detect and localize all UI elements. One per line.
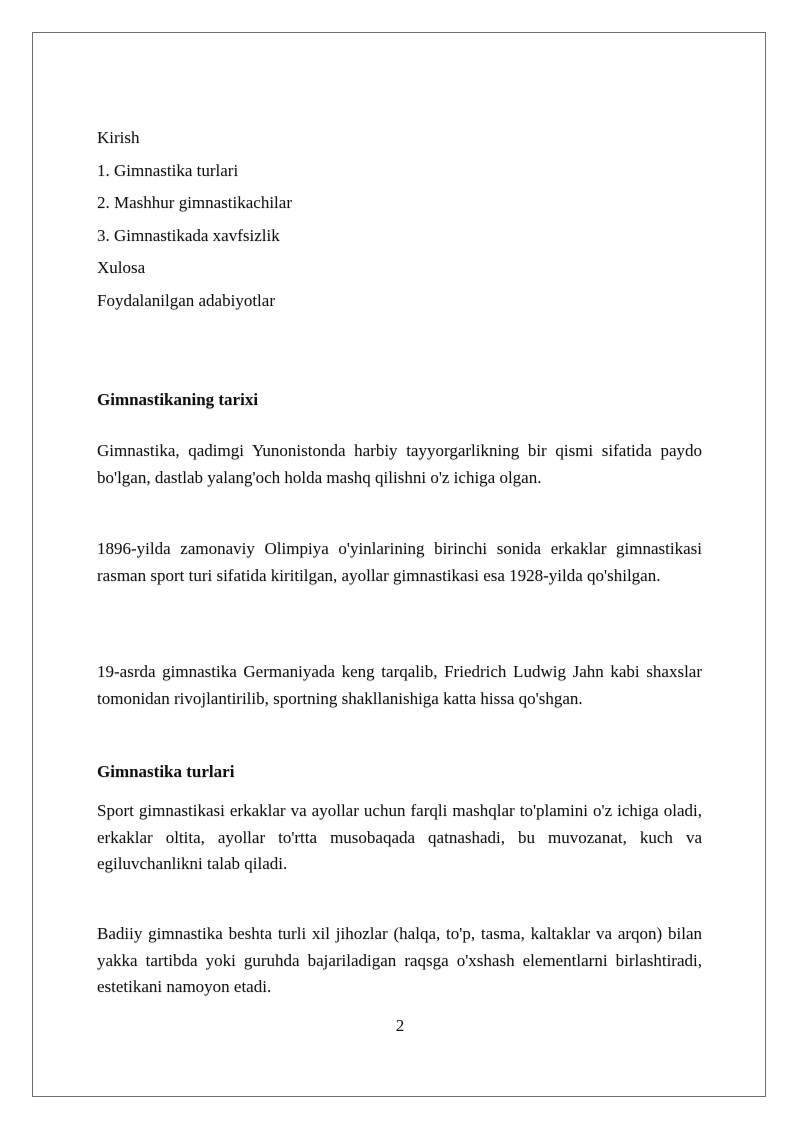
paragraph: Gimnastika, qadimgi Yunonistonda harbiy tayyorgarlikning bir qismi sifatida paydo bo'lgan, dastlab yalang'och holda mashq qilishni o'z ichiga olgan. (97, 441, 702, 487)
toc-item-safety: 3. Gimnastikada xavfsizlik (97, 225, 280, 245)
page-number: 2 (395, 1016, 405, 1035)
paragraph: 1896-yilda zamonaviy Olimpiya o'yinlarining birinchi sonida erkaklar gimnastikasi rasman sport turi sifatida kiritilgan, ayollar gimnastikasi esa 1928-yilda qo'shilgan. (97, 539, 702, 585)
toc-item-gymnastics-types: 1. Gimnastika turlari (97, 160, 239, 180)
toc-item-intro: Kirish (97, 128, 140, 147)
section-heading-history: Gimnastikaning tarixi (97, 390, 259, 409)
toc-item-references: Foydalanilgan adabiyotlar (97, 290, 275, 310)
table-of-contents (97, 127, 702, 323)
paragraph: 19-asrda gimnastika Germaniyada keng tarqalib, Friedrich Ludwig Jahn kabi shaxslar tomonidan rivojlantirilib, sportning shakllanishiga katta hissa qo'shgan. (97, 662, 702, 708)
paragraph: Sport gimnastikasi erkaklar va ayollar uchun farqli mashqlar to'plamini o'z ichiga oladi, erkaklar oltita, ayollar to'rtta musobaqada qatnashadi, bu muvozanat, kuch va egiluvchanlikni talab qiladi. (97, 801, 702, 873)
toc-item-conclusion: Xulosa (97, 258, 146, 278)
section-heading-types: Gimnastika turlari (97, 762, 235, 781)
paragraph: Badiiy gimnastika beshta turli xil jihozlar (halqa, to'p, tasma, kaltaklar va arqon) bilan yakka tartibda yoki guruhda bajariladigan raqsga o'xshash elementlarni birlashtiradi, estetikani namoyon etadi. (97, 924, 702, 996)
toc-item-famous-gymnasts: 2. Mashhur gimnastikachilar (97, 193, 292, 213)
